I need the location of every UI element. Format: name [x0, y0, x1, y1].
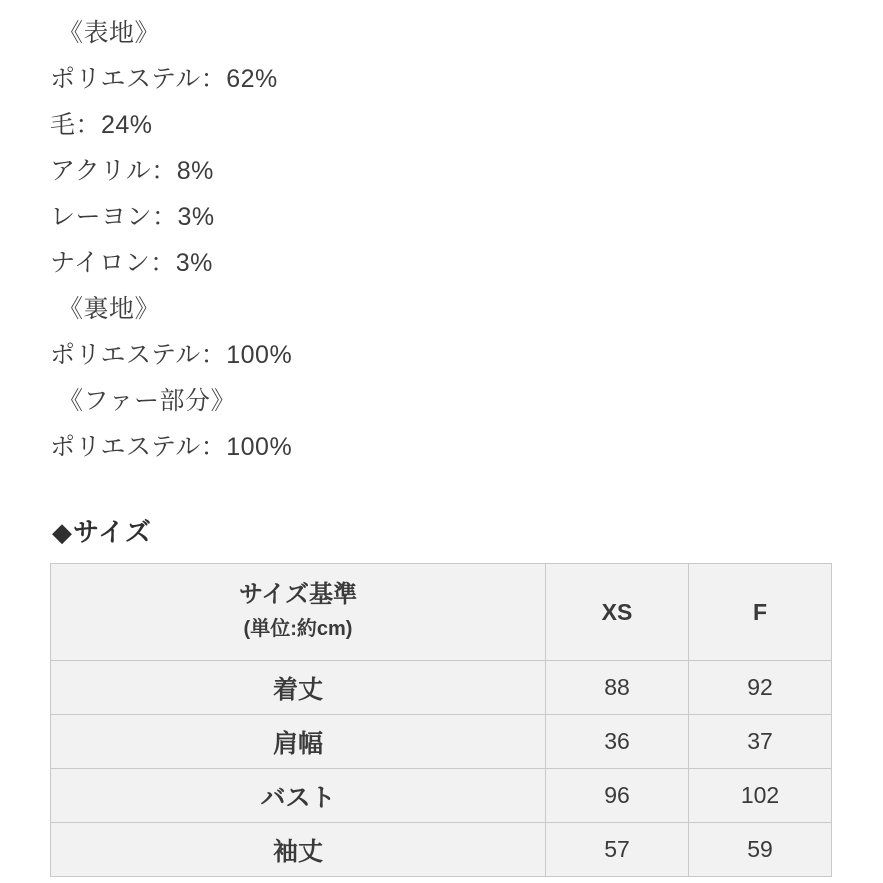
table-row [51, 823, 832, 877]
table-header-row [51, 564, 832, 661]
header-criteria-main: サイズ基準 [238, 581, 358, 608]
table-row [51, 769, 832, 823]
cell-length-xs: 88 [546, 661, 689, 715]
material-item-acrylic: アクリル：8% [50, 157, 214, 185]
material-item-wool: 毛：24% [50, 111, 153, 139]
material-composition-list [0, 10, 883, 470]
header-size-xs: XS [546, 564, 689, 661]
material-item-polyester-fur: ポリエステル：100% [50, 433, 293, 461]
size-table-body [51, 661, 832, 877]
material-item-polyester-shell: ポリエステル：62% [50, 65, 278, 93]
cell-sleeve-f: 59 [689, 823, 832, 877]
cell-bust-f: 102 [689, 769, 832, 823]
cell-sleeve-xs: 57 [546, 823, 689, 877]
size-table-head [51, 564, 832, 661]
header-size-f: F [689, 564, 832, 661]
table-row [51, 715, 832, 769]
row-label-shoulder: 肩幅 [51, 715, 546, 769]
row-label-sleeve: 袖丈 [51, 823, 546, 877]
cell-shoulder-xs: 36 [546, 715, 689, 769]
material-item-polyester-lining: ポリエステル：100% [50, 341, 293, 369]
material-heading-shell: 《表地》 [58, 19, 161, 47]
material-heading-fur: 《ファー部分》 [58, 387, 237, 415]
table-row [51, 661, 832, 715]
material-item-nylon: ナイロン：3% [50, 249, 213, 277]
size-section-title: ◆サイズ [52, 517, 152, 547]
row-label-length: 着丈 [51, 661, 546, 715]
row-label-bust: バスト [51, 769, 546, 823]
header-criteria [51, 564, 546, 661]
material-heading-lining: 《裏地》 [58, 295, 161, 323]
size-table [50, 563, 832, 877]
cell-bust-xs: 96 [546, 769, 689, 823]
cell-length-f: 92 [689, 661, 832, 715]
cell-shoulder-f: 37 [689, 715, 832, 769]
header-criteria-sub: (単位:約cm) [243, 618, 353, 640]
material-item-rayon: レーヨン：3% [50, 203, 215, 231]
size-table-container [0, 563, 883, 877]
